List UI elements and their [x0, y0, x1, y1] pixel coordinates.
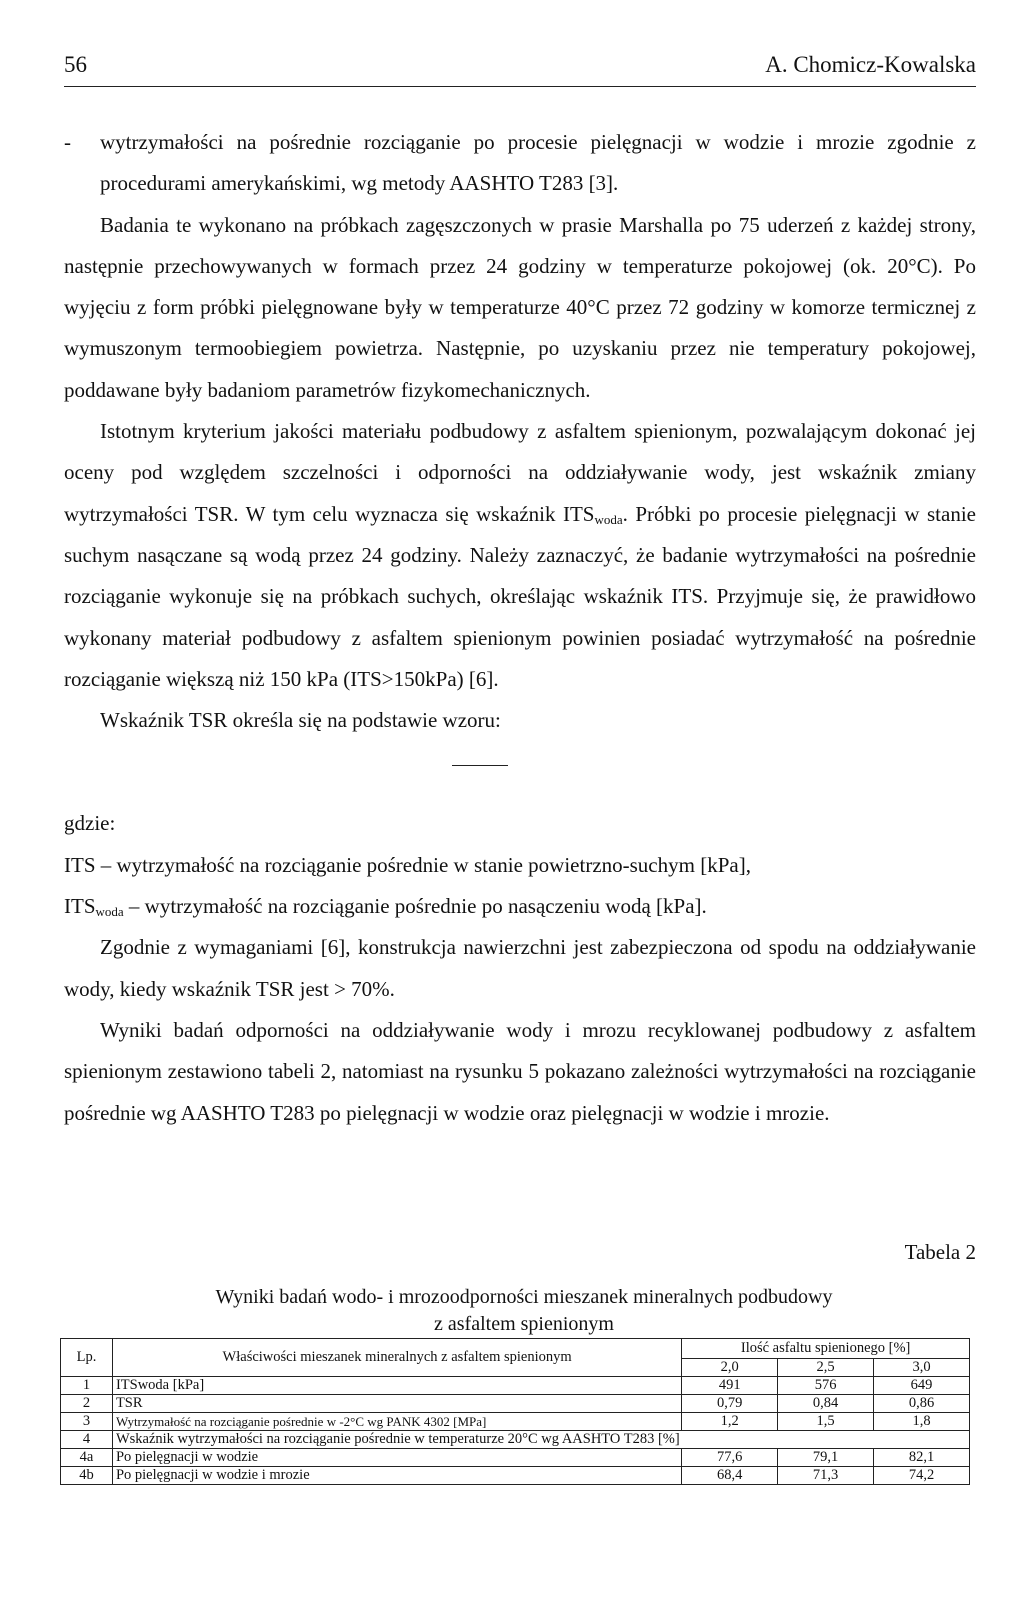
list-item [64, 122, 976, 205]
paragraph-1: Badania te wykonano na próbkach zagęszczonych w prasie Marshalla po 75 uderzeń z każdej strony, następnie przechowywanych w formach przez 24 godziny w temperaturze pokojowej (ok. 20°C). Po wyjęciu z form próbki pielęgnowane były w temperaturze 40°C przez 72 godziny w komorze termicznej z wymuszonym termoobiegiem powietrza. Następnie, po uzyskaniu przez nie temperatury pokojowej, poddawane były badaniom parametrów fizykomechanicznych. [64, 212, 976, 402]
where-label: gdzie: [64, 811, 116, 836]
subscript-woda: woda [594, 511, 623, 527]
results-table [60, 1338, 970, 1485]
row-property: TSR [112, 1395, 681, 1413]
row-lp: 1 [61, 1377, 113, 1395]
row-lp: 4b [61, 1467, 113, 1485]
paragraph-2-part-1: Istotnym kryterium jakości materiału podbudowy z asfaltem spienionym, pozwalającym dokonać jej oceny pod względem szczelności i odporności na oddziaływanie wody, jest wskaźnik zmiany wytrzymałości TSR. W tym celu wyznacza się wskaźnik ITS [64, 419, 976, 526]
row-value: 82,1 [874, 1449, 970, 1467]
definition-its-woda-sub: woda [95, 904, 124, 920]
row-property: Wskaźnik wytrzymałości na rozciąganie pośrednie w temperaturze 20°C wg AASHTO T283 [%] [112, 1431, 969, 1449]
fraction-bar [452, 765, 508, 766]
row-value: 1,5 [778, 1413, 874, 1431]
formula-intro: Wskaźnik TSR określa się na podstawie wzoru: [100, 708, 501, 733]
row-value: 79,1 [778, 1449, 874, 1467]
row-value: 491 [682, 1377, 778, 1395]
row-property: ITSwoda [kPa] [112, 1377, 681, 1395]
row-value: 74,2 [874, 1467, 970, 1485]
row-value: 71,3 [778, 1467, 874, 1485]
table-row [61, 1377, 970, 1395]
definition-its-woda [64, 886, 976, 927]
table-row [61, 1467, 970, 1485]
paragraph-3: Zgodnie z wymaganiami [6], konstrukcja nawierzchni jest zabezpieczona od spodu na oddziaływanie wody, kiedy wskaźnik TSR jest > 70%. [64, 935, 976, 1001]
paragraph-2-part-2: . Próbki po procesie pielęgnacji w stanie suchym nasączane są wodą przez 24 godziny. Należy zaznaczyć, że badanie wytrzymałości na pośrednie rozciąganie wykonuje się na próbkach suchych, określając wskaźnik ITS. Przyjmuje się, że prawidłowo wykonany materiał podbudowy z asfaltem spienionym powinien posiadać wytrzymałość na pośrednie rozciąganie większą niż 150 kPa (ITS>150kPa) [6]. [64, 501, 976, 691]
row-property: Po pielęgnacji w wodzie i mrozie [112, 1467, 681, 1485]
row-property: Wytrzymałość na rozciąganie pośrednie w -2°C wg PANK 4302 [MPa] [112, 1413, 681, 1431]
table-title: Wyniki badań wodo- i mrozoodporności mieszanek mineralnych podbudowy z asfaltem spienionym [215, 1286, 833, 1335]
column-header-asphalt-amount: Ilość asfaltu spienionego [%] [682, 1339, 970, 1359]
row-value: 576 [778, 1377, 874, 1395]
row-lp: 2 [61, 1395, 113, 1413]
row-value: 0,84 [778, 1395, 874, 1413]
list-dash: - [64, 130, 71, 154]
subcolumn-header: 2,5 [778, 1359, 874, 1377]
table-row [61, 1395, 970, 1413]
row-value: 0,86 [874, 1395, 970, 1413]
page-header [64, 52, 976, 87]
body-text [64, 122, 976, 1134]
page-number: 56 [64, 52, 87, 77]
table-row [61, 1413, 970, 1431]
column-header-property: Właściwości mieszanek mineralnych z asfaltem spienionym [112, 1339, 681, 1377]
paragraph-2 [64, 411, 976, 700]
row-value: 649 [874, 1377, 970, 1395]
table-header-row [61, 1339, 970, 1359]
paragraph-4: Wyniki badań odporności na oddziaływanie wody i mrozu recyklowanej podbudowy z asfaltem spienionym zestawiono tabeli 2, natomiast na rysunku 5 pokazano zależności wytrzymałości na rozciąganie pośrednie wg AASHTO T283 po pielęgnacji w wodzie oraz pielęgnacji w wodzie i mrozie. [64, 1017, 976, 1125]
row-property: Po pielęgnacji w wodzie [112, 1449, 681, 1467]
row-value: 68,4 [682, 1467, 778, 1485]
row-value: 0,79 [682, 1395, 778, 1413]
definition-its-woda-text: – wytrzymałość na rozciąganie pośrednie po nasączeniu wodą [kPa]. [123, 894, 707, 919]
row-value: 1,2 [682, 1413, 778, 1431]
subcolumn-header: 2,0 [682, 1359, 778, 1377]
row-value: 77,6 [682, 1449, 778, 1467]
definition-its: ITS – wytrzymałość na rozciąganie pośrednie w stanie powietrzno-suchym [kPa], [64, 852, 751, 877]
formula-area [64, 741, 976, 803]
running-author: A. Chomicz-Kowalska [765, 52, 976, 77]
row-lp: 4a [61, 1449, 113, 1467]
row-lp: 4 [61, 1431, 113, 1449]
definition-its-woda-prefix: ITS [64, 894, 96, 919]
subcolumn-header: 3,0 [874, 1359, 970, 1377]
table-row [61, 1431, 970, 1449]
table-label: Tabela 2 [904, 1240, 976, 1264]
row-lp: 3 [61, 1413, 113, 1431]
column-header-lp: Lp. [61, 1339, 113, 1377]
row-value: 1,8 [874, 1413, 970, 1431]
list-item-text: wytrzymałości na pośrednie rozciąganie po procesie pielęgnacji w wodzie i mrozie zgodnie z procedurami amerykańskimi, wg metody AASHTO T283 [3]. [100, 130, 976, 196]
table-row [61, 1449, 970, 1467]
